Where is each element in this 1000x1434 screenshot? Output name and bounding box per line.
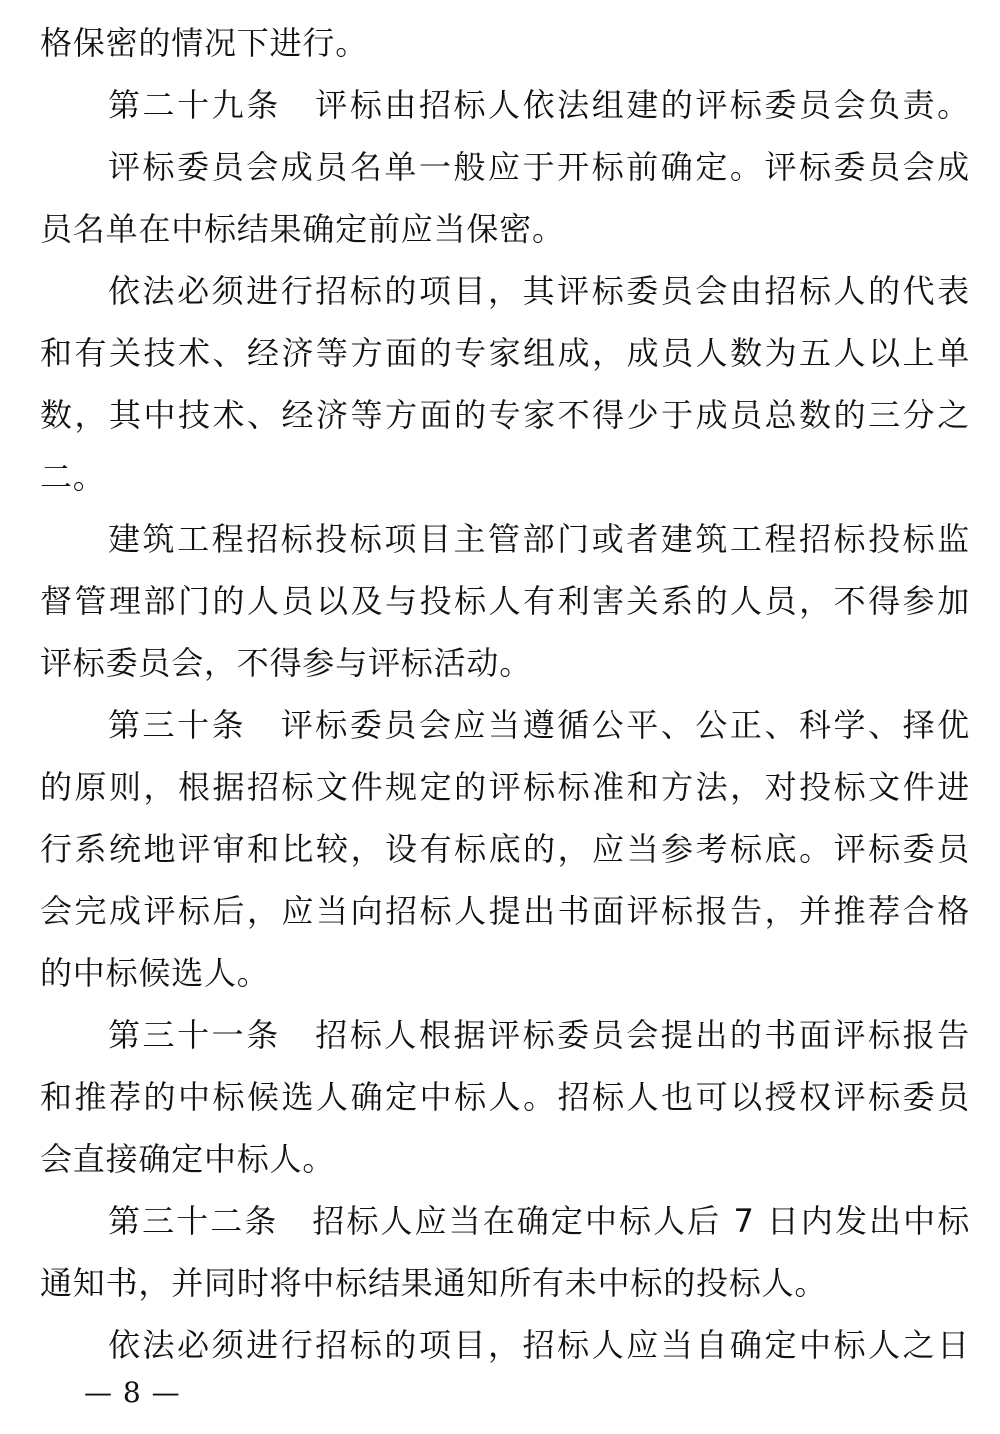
text-line-11: 评标委员会，不得参与评标活动。 [40,644,533,682]
text-line-9: 建筑工程招标投标项目主管部门或者建筑工程招标投标监 [108,520,970,558]
text-line-1: 格保密的情况下进行。 [40,24,369,62]
text-line-22: 依法必须进行招标的项目，招标人应当自确定中标人之日 [108,1326,970,1364]
text-line-7: 数，其中技术、经济等方面的专家不得少于成员总数的三分之 [40,396,970,434]
text-line-8: 二。 [40,458,106,496]
text-line-10: 督管理部门的人员以及与投标人有利害关系的人员，不得参加 [40,582,970,620]
text-line-16: 的中标候选人。 [40,954,270,992]
text-line-18: 和推荐的中标候选人确定中标人。招标人也可以授权评标委员 [40,1078,970,1116]
text-line-15: 会完成评标后，应当向招标人提出书面评标报告，并推荐合格 [40,892,970,930]
text-line-3: 评标委员会成员名单一般应于开标前确定。评标委员会成 [108,148,970,186]
article-32-heading: 第三十二条 招标人应当在确定中标人后 7 日内发出中标 [108,1202,970,1240]
article-29-heading: 第二十九条 评标由招标人依法组建的评标委员会负责。 [108,86,970,124]
article-31-heading: 第三十一条 招标人根据评标委员会提出的书面评标报告 [108,1016,970,1054]
text-line-4: 员名单在中标结果确定前应当保密。 [40,210,565,248]
text-line-14: 行系统地评审和比较，设有标底的，应当参考标底。评标委员 [40,830,970,868]
text-line-5: 依法必须进行招标的项目，其评标委员会由招标人的代表 [108,272,970,310]
text-line-13: 的原则，根据招标文件规定的评标标准和方法，对投标文件进 [40,768,970,806]
page-number: — 8 — [84,1376,181,1409]
text-line-21: 通知书，并同时将中标结果通知所有未中标的投标人。 [40,1264,828,1302]
article-30-heading: 第三十条 评标委员会应当遵循公平、公正、科学、择优 [108,706,970,744]
text-line-6: 和有关技术、经济等方面的专家组成，成员人数为五人以上单 [40,334,970,372]
text-line-19: 会直接确定中标人。 [40,1140,336,1178]
